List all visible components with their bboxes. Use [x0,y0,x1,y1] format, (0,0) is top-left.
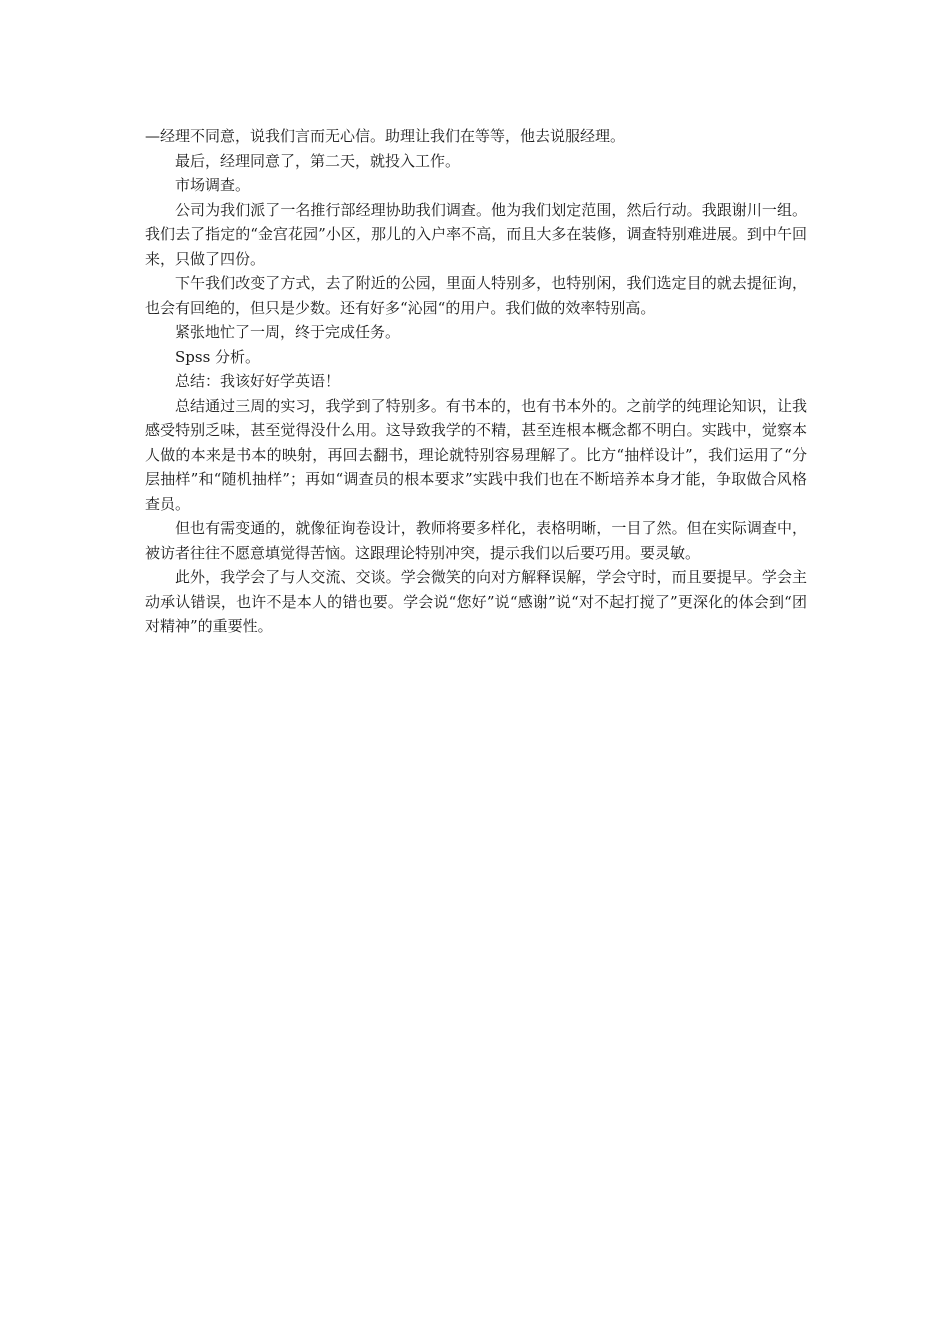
paragraph-5: 下午我们改变了方式，去了附近的公园，里面人特别多，也特别闲，我们选定目的就去提征询，也会有回绝的，但只是少数。还有好多“沁园“的用户。我们做的效率特别高。 [145,274,807,317]
paragraph-3: 市场调查。 [175,176,251,194]
paragraph-4: 公司为我们派了一名推行部经理协助我们调查。他为我们划定范围，然后行动。我跟谢川一组。我们去了指定的“金宫花园”小区，那儿的入户率不高，而且大多在装修，调查特别难进展。到中午回来，只做了四份。 [145,200,807,268]
document-body [145,124,807,639]
paragraph-2: 最后，经理同意了，第二天，就投入工作。 [175,151,461,170]
paragraph-1: —经理不同意，说我们言而无心信。助理让我们在等等，他去说服经理。 [145,127,626,145]
paragraph-6: 紧张地忙了一周，终于完成任务。 [175,323,401,341]
paragraph-7: Spss 分析。 [175,347,261,366]
paragraph-11: 此外，我学会了与人交流、交谈。学会微笑的向对方解释误解，学会守时，而且要提早。学会主动承认错误，也许不是本人的错也要。学会说“您好”说“感谢”说“对不起打搅了”更深化的体会到“团对精神”的重要性。 [145,568,807,635]
paragraph-9: 总结通过三周的实习，我学到了特别多。有书本的，也有书本外的。之前学的纯理论知识，让我感受特别乏味，甚至觉得没什么用。这导致我学的不精，甚至连根本概念都不明白。实践中，觉察本人做的本来是书本的映射，再回去翻书，理论就特别容易理解了。比方“抽样设计”，我们运用了“分层抽样”和“随机抽样”；再如“调查员的根本要求”实践中我们也在不断培养本身才能，争取做合风格查员。 [145,396,807,513]
paragraph-8: 总结：我该好好学英语！ [175,372,341,390]
paragraph-10: 但也有需变通的，就像征询卷设计，教师将要多样化，表格明晰，一目了然。但在实际调查中，被访者往往不愿意填觉得苦恼。这跟理论特别冲突，提示我们以后要巧用。要灵敏。 [145,519,807,562]
